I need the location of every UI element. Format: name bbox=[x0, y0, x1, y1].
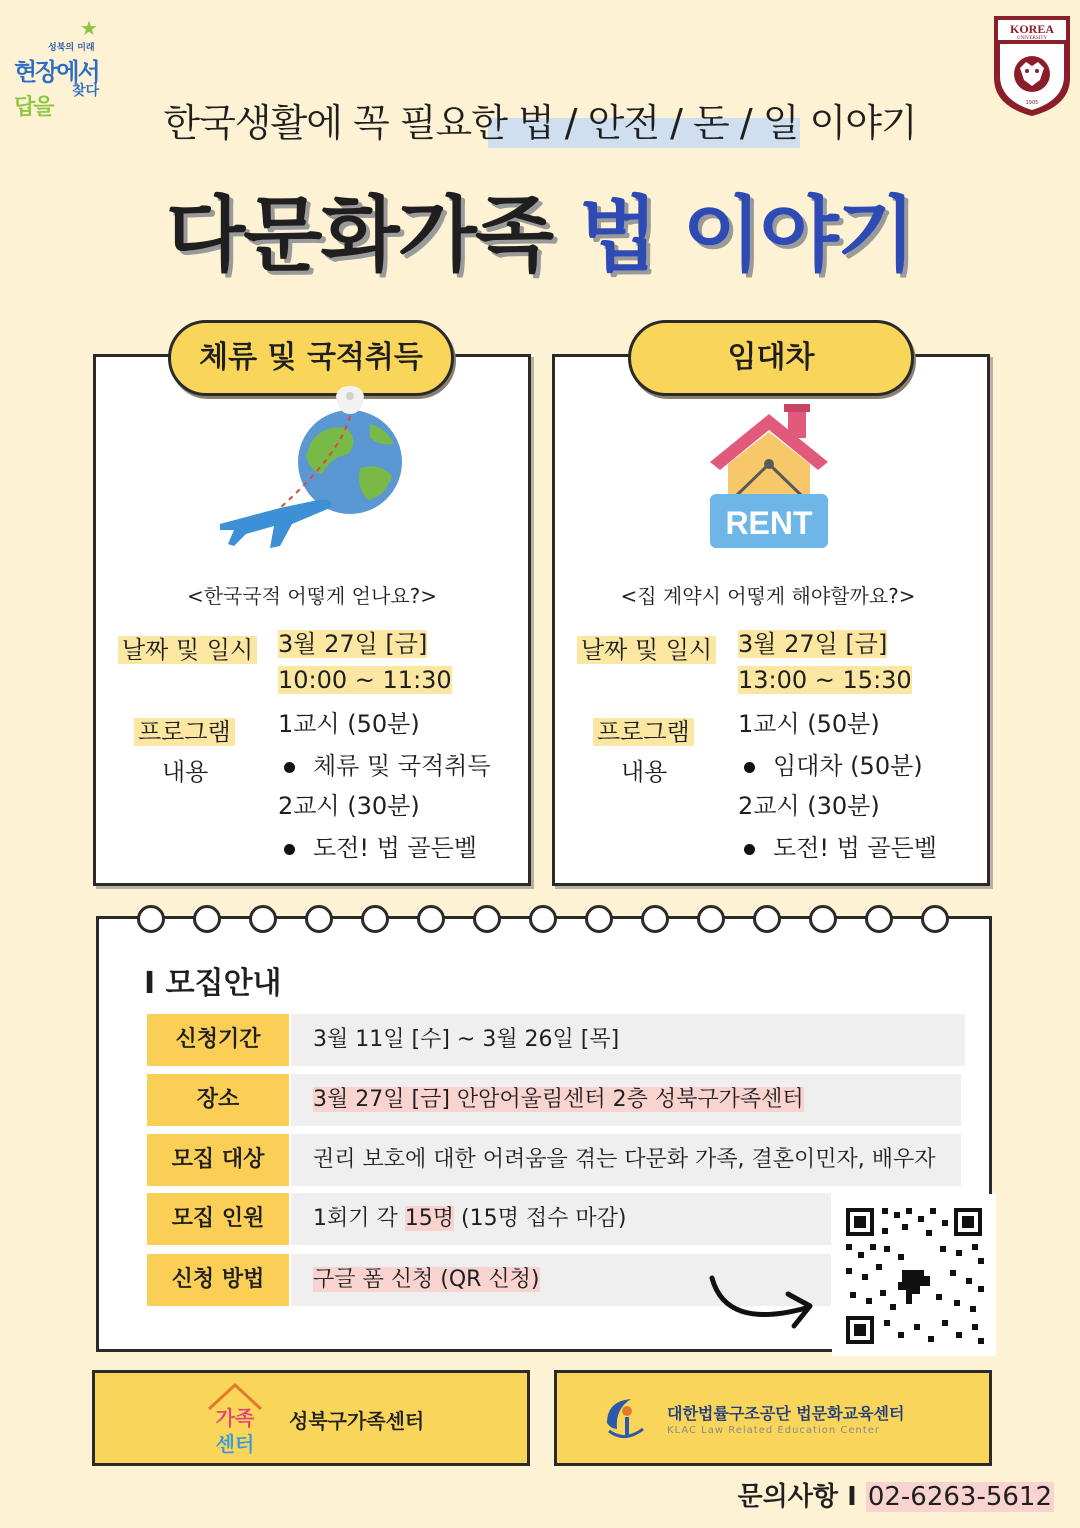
legal-aid-name: 대한법률구조공단 법문화교육센터 bbox=[667, 1404, 905, 1423]
row-value-period: 3월 11일 [수] ~ 3월 26일 [목] bbox=[291, 1014, 965, 1066]
svg-text:1905: 1905 bbox=[1025, 100, 1039, 106]
binder-ring-icon bbox=[753, 905, 781, 933]
row-label-method: 신청 방법 bbox=[147, 1254, 289, 1306]
binder-ring-icon bbox=[585, 905, 613, 933]
curved-arrow-icon bbox=[706, 1270, 826, 1350]
svg-text:센터: 센터 bbox=[215, 1432, 255, 1455]
family-center-banner bbox=[92, 1370, 530, 1466]
star-icon: ★ bbox=[80, 16, 98, 40]
binder-ring-icon bbox=[809, 905, 837, 933]
row-value-method: 구글 폼 신청 (QR 신청) bbox=[291, 1254, 831, 1306]
svg-text:가족: 가족 bbox=[215, 1406, 255, 1430]
session-1-item: 임대차 (50분) bbox=[744, 746, 923, 786]
row-label-target: 모집 대상 bbox=[147, 1134, 289, 1186]
row-value-place: 3월 27일 [금] 안암어울림센터 2층 성북구가족센터 bbox=[291, 1074, 961, 1126]
family-center-logo bbox=[205, 1381, 265, 1455]
session-2: 2교시 (30분) bbox=[278, 792, 420, 820]
program-question: <집 계약시 어떻게 해야할까요?> bbox=[620, 584, 916, 608]
content-label-2: 내용 bbox=[162, 758, 209, 786]
row-label-capacity: 모집 인원 bbox=[147, 1193, 289, 1245]
program-title-residency: 체류 및 국적취득 bbox=[168, 320, 454, 396]
row-label-place: 장소 bbox=[147, 1074, 289, 1126]
content-label-2: 내용 bbox=[621, 758, 668, 786]
content-label: 프로그램 bbox=[593, 712, 694, 747]
date-value: 3월 27일 [금] bbox=[738, 630, 888, 658]
district-logo: ★ 성북의 미래 현장에서 찾다 답을 bbox=[14, 16, 100, 120]
binder-ring-icon bbox=[193, 905, 221, 933]
session-1-item: 체류 및 국적취득 bbox=[284, 746, 491, 786]
svg-text:RENT: RENT bbox=[725, 505, 813, 541]
binder-ring-icon bbox=[473, 905, 501, 933]
session-2: 2교시 (30분) bbox=[738, 792, 880, 820]
family-center-name: 성북구가족센터 bbox=[289, 1409, 425, 1433]
row-value-target: 권리 보호에 대한 어려움을 겪는 다문화 가족, 결혼이민자, 배우자 bbox=[291, 1134, 961, 1186]
recruit-title: I 모집안내 bbox=[144, 966, 282, 1001]
session-2-item: 도전! 법 골든벨 bbox=[284, 828, 477, 868]
page-subtitle: 한국생활에 꼭 필요한 법 / 안전 / 돈 / 일 이야기 bbox=[163, 101, 917, 145]
binder-ring-icon bbox=[361, 905, 389, 933]
binder-ring-icon bbox=[305, 905, 333, 933]
binder-ring-icon bbox=[417, 905, 445, 933]
binder-ring-icon bbox=[865, 905, 893, 933]
legal-aid-subtitle: KLAC Law Related Education Center bbox=[667, 1425, 881, 1436]
session-1: 1교시 (50분) bbox=[738, 710, 880, 738]
legal-aid-banner bbox=[554, 1370, 992, 1466]
date-label: 날짜 및 일시 bbox=[118, 630, 257, 665]
legal-aid-logo bbox=[601, 1393, 647, 1443]
row-label-period: 신청기간 bbox=[147, 1014, 289, 1066]
house-rent-icon bbox=[706, 404, 832, 552]
binder-ring-icon bbox=[697, 905, 725, 933]
page-title: 다문화가족 법 이야기 bbox=[165, 188, 915, 283]
binder-ring-icon bbox=[249, 905, 277, 933]
date-label: 날짜 및 일시 bbox=[577, 630, 716, 665]
time-value: 13:00 ~ 15:30 bbox=[738, 666, 912, 694]
date-value: 3월 27일 [금] bbox=[278, 630, 428, 658]
contact-info: 문의사항 I 02-6263-5612 bbox=[737, 1482, 1052, 1512]
binder-ring-icon bbox=[921, 905, 949, 933]
svg-text:UNIVERSITY: UNIVERSITY bbox=[1017, 36, 1047, 41]
binder-ring-icon bbox=[641, 905, 669, 933]
content-label: 프로그램 bbox=[134, 712, 235, 747]
svg-text:KOREA: KOREA bbox=[1009, 22, 1055, 36]
globe-airplane-icon bbox=[210, 384, 420, 554]
session-2-item: 도전! 법 골든벨 bbox=[744, 828, 937, 868]
binder-ring-icon bbox=[529, 905, 557, 933]
session-1: 1교시 (50분) bbox=[278, 710, 420, 738]
program-title-lease: 임대차 bbox=[628, 320, 914, 396]
qr-code[interactable] bbox=[832, 1194, 996, 1356]
contact-phone[interactable]: 02-6263-5612 bbox=[867, 1482, 1052, 1512]
binder-ring-icon bbox=[137, 905, 165, 933]
time-value: 10:00 ~ 11:30 bbox=[278, 666, 452, 694]
row-value-capacity: 1회기 각 15명 (15명 접수 마감) bbox=[291, 1193, 831, 1245]
program-question: <한국국적 어떻게 얻나요?> bbox=[186, 584, 438, 608]
